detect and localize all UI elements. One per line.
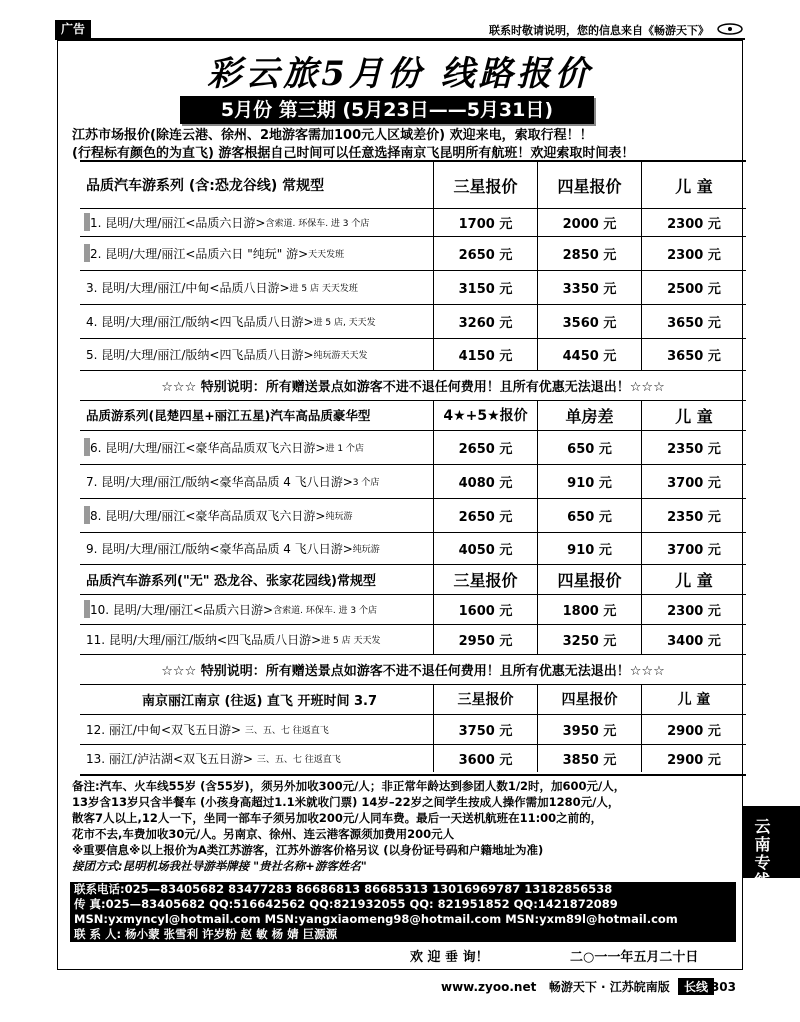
price-child: 3400 元 xyxy=(641,624,746,654)
route-name: 3. 昆明/大理/丽江/中甸<品质八日游> xyxy=(86,280,290,295)
price-child: 2900 元 xyxy=(641,744,746,772)
contact-fax-qq: 传 真:025—83405682 QQ:516642562 QQ:821932055 QQ: 821951852 QQ:1421872089 xyxy=(74,897,618,911)
footnote-line: 散客7人以上,12人一下，坐同一部车子须另加收200元/人同车费。最后一天送机航班在11:00之前的， xyxy=(72,811,603,825)
column-header: 4★+5★报价 xyxy=(433,400,537,430)
route-detail: 三、五、七 往返直飞 xyxy=(256,754,341,765)
price-3star: 2650 元 xyxy=(433,236,537,270)
price-4star: 2850 元 xyxy=(537,236,641,270)
price-4star: 2000 元 xyxy=(537,208,641,236)
ad-tag: 广告 xyxy=(55,20,91,38)
route-detail: 进 1 个店 xyxy=(325,443,364,454)
table-row xyxy=(80,270,746,305)
footer-site: www.zyoo.net xyxy=(441,980,537,994)
price-4star: 4450 元 xyxy=(537,338,641,370)
price-3star: 3750 元 xyxy=(433,714,537,744)
price-3star: 1600 元 xyxy=(433,594,537,624)
direct-flight-marker xyxy=(84,506,90,524)
footnote-line: 花市不去,车费加收30元/人。另南京、徐州、连云港客源须加费用200元人 xyxy=(72,827,455,841)
single-room-supplement: 910 元 xyxy=(537,532,641,564)
price-child: 2500 元 xyxy=(641,270,746,304)
top-bar xyxy=(55,20,745,40)
important-note: ※重要信息※以上报价为A类江苏游客，江苏外游客价格另议 (以身份证号码和户籍地址为准) xyxy=(72,843,544,857)
single-room-supplement: 650 元 xyxy=(537,498,641,532)
route-name: 9. 昆明/大理/丽江/版纳<豪华高品质 4 飞八日游> xyxy=(86,541,353,556)
column-header: 儿 童 xyxy=(641,162,746,208)
table-row xyxy=(80,532,746,565)
price-child: 2900 元 xyxy=(641,714,746,744)
series-title: 品质汽车游系列("无" 恐龙谷、张家花园线)常规型 xyxy=(86,573,376,589)
price-package: 4050 元 xyxy=(433,532,537,564)
welcome-row xyxy=(70,944,736,964)
price-4star: 1800 元 xyxy=(537,594,641,624)
route-name: 7. 昆明/大理/丽江/版纳<豪华高品质 4 飞八日游> xyxy=(86,474,353,489)
price-child: 3650 元 xyxy=(641,338,746,370)
special-note: ☆☆☆ 特别说明：所有赠送景点如游客不进不退任何费用！且所有优惠无法退出！☆☆☆ xyxy=(80,654,746,685)
table-row xyxy=(80,208,746,237)
price-child: 3700 元 xyxy=(641,464,746,498)
price-3star: 2950 元 xyxy=(433,624,537,654)
contact-persons: 联 系 人: 杨小蒙 张雪利 许岁粉 赵 敏 杨 婧 巨源源 xyxy=(74,927,338,941)
contact-box xyxy=(70,882,736,942)
footnote-line: 备注:汽车、火车线55岁 (含55岁)，须另外加收300元/人；非正常年龄达到参团人数1/2时，加600元/人， xyxy=(72,779,626,793)
route-detail: 纯玩游天天发 xyxy=(313,350,368,361)
table-row xyxy=(80,744,746,772)
column-header: 儿 童 xyxy=(641,400,746,430)
route-detail: 纯玩游 xyxy=(352,544,380,555)
contact-msn: MSN:yxmyncyl@hotmail.com MSN:yangxiaomeng98@hotmail.com MSN:yxm89l@hotmail.com xyxy=(74,912,678,926)
route-name: 2. 昆明/大理/丽江<品质六日 "纯玩" 游> xyxy=(90,246,309,261)
column-header: 儿 童 xyxy=(641,684,746,714)
route-detail: 进 5 店, 天天发 xyxy=(313,317,376,328)
direct-flight-marker xyxy=(84,438,90,456)
price-child: 2300 元 xyxy=(641,594,746,624)
contact-phone: 联系电话:025—83405682 83477283 86686813 86685313 13016969787 13182856538 xyxy=(74,882,613,896)
period-banner: 5月份 第三期 (5月23日——5月31日) xyxy=(180,96,594,124)
route-detail: 含索道. 环保车. 进 3 个店 xyxy=(273,605,378,616)
column-header: 儿 童 xyxy=(641,564,746,594)
table-header-row xyxy=(80,162,746,209)
price-4star: 3950 元 xyxy=(537,714,641,744)
price-4star: 3560 元 xyxy=(537,304,641,338)
table-row xyxy=(80,464,746,499)
price-3star: 3260 元 xyxy=(433,304,537,338)
table-row xyxy=(80,338,746,371)
single-room-supplement: 910 元 xyxy=(537,464,641,498)
single-room-supplement: 650 元 xyxy=(537,430,641,464)
series-title: 南京丽江南京 (往返) 直飞 开班时间 3.7 xyxy=(141,693,378,709)
price-child: 2350 元 xyxy=(641,498,746,532)
direct-flight-marker xyxy=(84,213,90,231)
route-name: 8. 昆明/大理/丽江<豪华高品质双飞六日游> xyxy=(90,508,326,523)
column-header: 四星报价 xyxy=(537,684,641,714)
route-name: 12. 丽江/中甸<双飞五日游> xyxy=(86,722,242,737)
column-header: 三星报价 xyxy=(433,684,537,714)
page-number: 303 xyxy=(710,980,736,994)
direct-flight-marker xyxy=(84,600,90,618)
issue-date: 二○一一年五月二十日 xyxy=(570,950,699,965)
price-package: 4080 元 xyxy=(433,464,537,498)
column-header: 四星报价 xyxy=(537,162,641,208)
price-3star: 3150 元 xyxy=(433,270,537,304)
price-child: 3650 元 xyxy=(641,304,746,338)
route-detail: 纯玩游 xyxy=(325,511,353,522)
footnotes xyxy=(72,778,625,874)
route-detail: 进 5 店 天天发 xyxy=(321,635,381,646)
price-3star: 4150 元 xyxy=(433,338,537,370)
route-detail: 3 个店 xyxy=(352,477,380,488)
price-3star: 3600 元 xyxy=(433,744,537,772)
route-name: 5. 昆明/大理/丽江/版纳<四飞品质八日游> xyxy=(86,347,314,362)
table-row xyxy=(80,430,746,465)
intro-line: 江苏市场报价(除连云港、徐州、2地游客需加100元人区域差价) 欢迎来电，索取行程！！ xyxy=(72,128,593,143)
price-package: 2650 元 xyxy=(433,430,537,464)
table-header-row xyxy=(80,400,746,431)
pickup-note: 接团方式:昆明机场我社导游举牌接 "贵社名称+游客姓名" xyxy=(72,859,367,873)
footer-brand: 畅游天下 · 江苏皖南版 xyxy=(548,980,670,994)
table-row xyxy=(80,304,746,339)
route-name: 10. 昆明/大理/丽江<品质六日游> xyxy=(90,602,274,617)
route-detail: 三、五、七 往返直飞 xyxy=(244,725,329,736)
price-table xyxy=(80,160,746,776)
price-4star: 3850 元 xyxy=(537,744,641,772)
price-package: 2650 元 xyxy=(433,498,537,532)
price-4star: 3350 元 xyxy=(537,270,641,304)
route-detail: 天天发班 xyxy=(308,249,345,260)
column-header: 三星报价 xyxy=(433,564,537,594)
price-4star: 3250 元 xyxy=(537,624,641,654)
table-row xyxy=(80,714,746,745)
table-header-row xyxy=(80,684,746,715)
table-header-row xyxy=(80,564,746,595)
side-tab-label: 云南专线 xyxy=(752,818,771,890)
table-row xyxy=(80,498,746,533)
route-detail: 含索道. 环保车. 进 3 个店 xyxy=(265,218,370,229)
direct-flight-marker xyxy=(84,244,90,262)
page-title: 彩云旅5月份 线路报价 xyxy=(207,54,593,94)
publisher-logo-icon xyxy=(715,20,745,36)
intro-line: (行程标有颜色的为直飞) 游客根据自己时间可以任意选择南京飞昆明所有航班！欢迎索取时间表！ xyxy=(72,146,635,161)
route-name: 11. 昆明/大理/丽江/版纳<四飞品质八日游> xyxy=(86,632,322,647)
price-child: 2300 元 xyxy=(641,236,746,270)
special-note: ☆☆☆ 特别说明：所有赠送景点如游客不进不退任何费用！且所有优惠无法退出！☆☆☆ xyxy=(80,370,746,401)
route-name: 13. 丽江/泸沽湖<双飞五日游> xyxy=(86,751,254,766)
table-row xyxy=(80,624,746,655)
column-header: 三星报价 xyxy=(433,162,537,208)
route-detail: 进 5 店 天天发班 xyxy=(289,283,358,294)
source-note: 联系时敬请说明，您的信息来自《畅游天下》 xyxy=(489,24,709,37)
series-title: 品质汽车游系列 (含:恐龙谷线) 常规型 xyxy=(86,178,325,194)
price-child: 2350 元 xyxy=(641,430,746,464)
column-header: 单房差 xyxy=(537,400,641,430)
series-title: 品质游系列(昆楚四星+丽江五星)汽车高品质豪华型 xyxy=(86,408,371,423)
column-header: 四星报价 xyxy=(537,564,641,594)
footnote-line: 13岁含13岁只含半餐车 (小孩身高超过1.1米就收门票) 14岁–22岁之间学生按成人操作需加1280元/人， xyxy=(72,795,620,809)
price-3star: 1700 元 xyxy=(433,208,537,236)
table-row xyxy=(80,236,746,271)
price-child: 2300 元 xyxy=(641,208,746,236)
route-name: 1. 昆明/大理/丽江<品质六日游> xyxy=(90,215,266,230)
footer-section: 长线 xyxy=(678,978,714,995)
route-name: 6. 昆明/大理/丽江<豪华高品质双飞六日游> xyxy=(90,440,326,455)
price-child: 3700 元 xyxy=(641,532,746,564)
page-footer xyxy=(441,978,714,995)
table-row xyxy=(80,594,746,625)
welcome-text: 欢 迎 垂 询！ xyxy=(410,950,489,965)
route-name: 4. 昆明/大理/丽江/版纳<四飞品质八日游> xyxy=(86,314,314,329)
